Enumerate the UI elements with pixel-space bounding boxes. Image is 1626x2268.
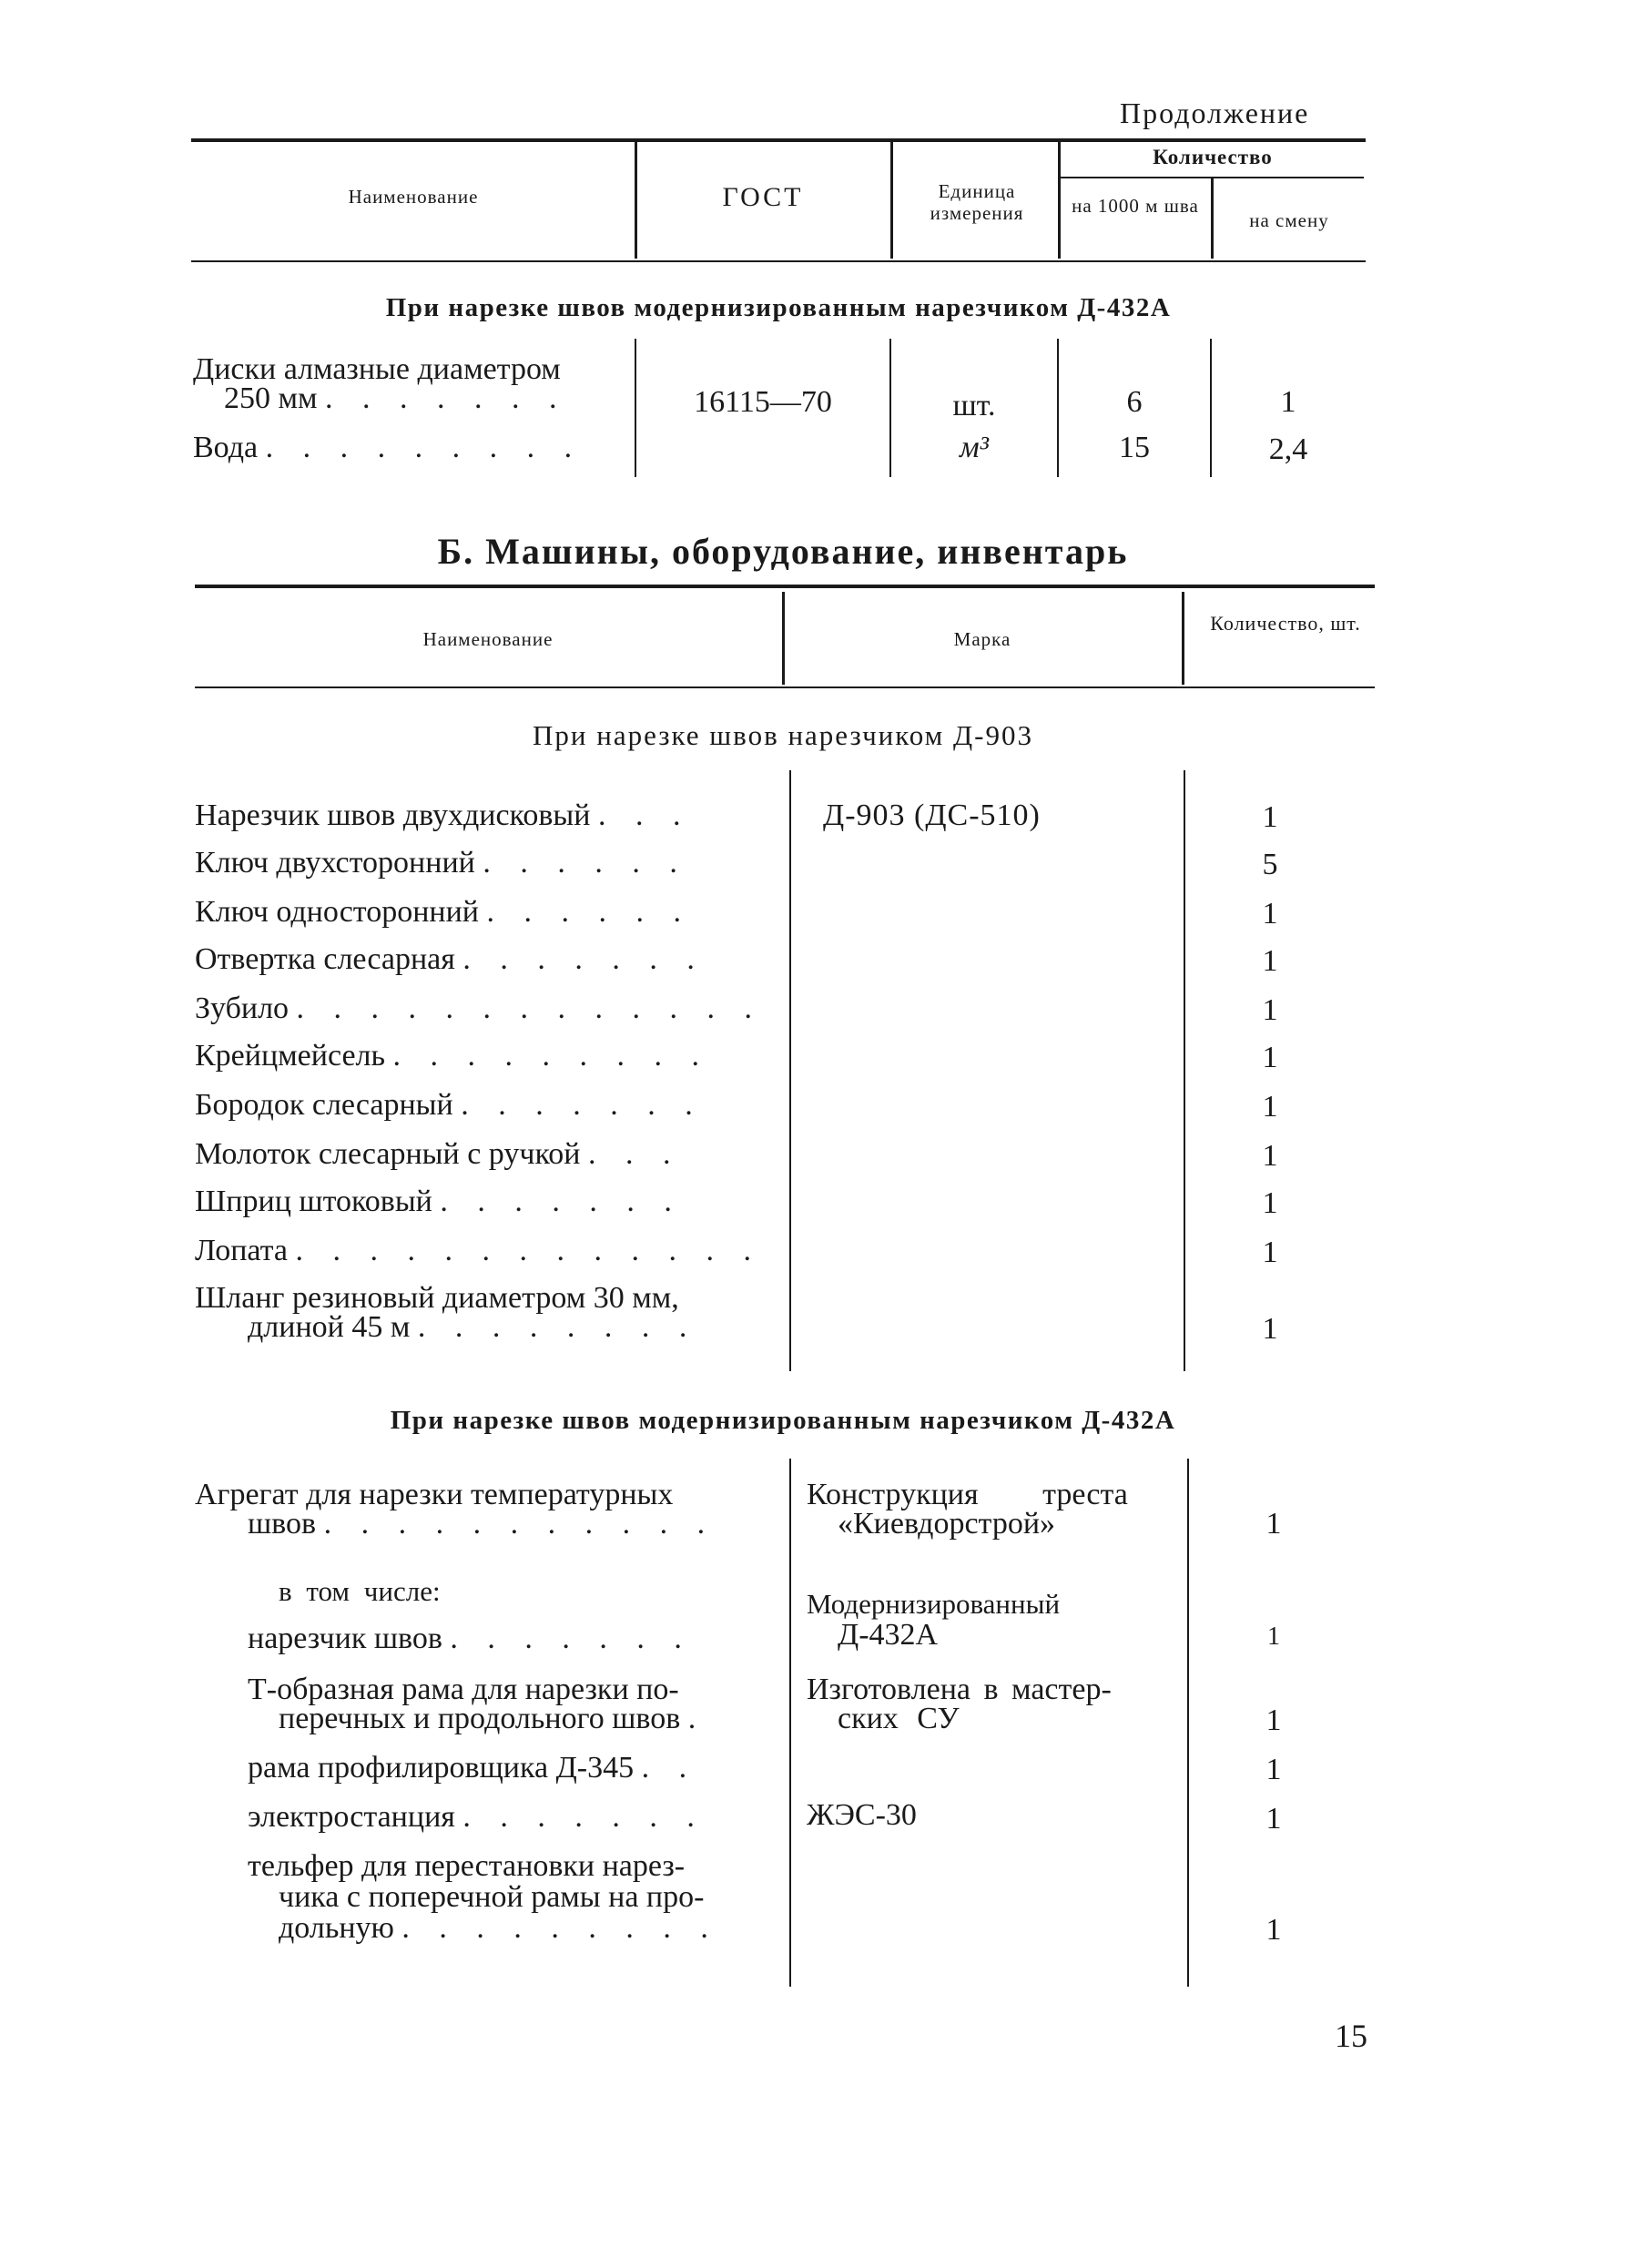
group-2-row-7-qty: 1	[1265, 1913, 1282, 1947]
group-1-row-4-qty: 1	[1262, 944, 1278, 978]
group-1-row-3	[195, 896, 692, 929]
group-1-row-1-qty: 1	[1262, 800, 1278, 834]
table-a-body-divider-2	[889, 339, 891, 477]
group-2-row-5-qty: 1	[1265, 1753, 1282, 1786]
group-1-row-5	[195, 992, 763, 1025]
group-1-row-10-qty: 1	[1262, 1236, 1278, 1269]
continuation-label: Продолжение	[1120, 97, 1310, 129]
table-b-header-name: Наименование	[422, 628, 554, 650]
group-2-row-1-brand-line2: «Киевдорстрой»	[838, 1507, 1056, 1541]
group-2-row-3	[248, 1622, 693, 1655]
group-1-row-9-qty: 1	[1262, 1186, 1278, 1220]
group-2-row-3-brand-line2: Д-432А	[838, 1618, 939, 1652]
group-1-divider-2	[1184, 770, 1185, 1371]
group-2-row-4-brand-line1: Изготовлена в мастер-	[807, 1673, 1112, 1706]
table-a-row-2-name-text: Вода	[193, 431, 259, 464]
table-a-divider-2	[890, 142, 893, 259]
group-1-row-10	[195, 1235, 762, 1267]
group-1-row-4-dots: . . . . . . .	[462, 942, 706, 976]
group-2-including-label: в том числе:	[279, 1575, 441, 1607]
group-1-row-9-dots: . . . . . . .	[440, 1185, 683, 1218]
group-2-subheading: При нарезке швов модернизированным нарезчиком Д-432А	[390, 1406, 1176, 1435]
group-1-row-2-name: Ключ двухсторонний	[195, 846, 475, 880]
table-a-header-bottom-rule	[191, 260, 1366, 262]
group-1-row-7-name: Бородок слесарный	[195, 1088, 453, 1122]
group-1-row-2-dots: . . . . . .	[483, 846, 688, 880]
group-2-row-3-dots: . . . . . . .	[450, 1622, 693, 1655]
group-1-row-10-name: Лопата	[195, 1234, 288, 1267]
group-2-divider-2	[1187, 1459, 1189, 1987]
table-b-header-quantity: Количество, шт.	[1210, 612, 1361, 635]
group-2-row-7-line1: тельфер для перестановки нарез-	[248, 1849, 686, 1883]
table-a-header-per-shift: на смену	[1249, 209, 1329, 231]
group-2-row-5-dots: . .	[641, 1751, 698, 1785]
table-a-subheading: При нарезке швов модернизированным нарезчиком Д-432А	[385, 293, 1172, 322]
table-a-row-1-gost: 16115—70	[694, 385, 832, 419]
group-1-row-4-name: Отвертка слесарная	[195, 942, 455, 976]
group-1-row-2	[195, 847, 688, 880]
table-a-row-1-dots: . . . . . . .	[325, 381, 568, 415]
group-1-row-3-dots: . . . . . .	[486, 895, 692, 929]
group-1-row-8	[195, 1138, 681, 1171]
group-2-row-1-name-line2: швов	[248, 1507, 317, 1541]
table-a-header-quantity: Количество	[1153, 146, 1273, 168]
group-1-row-9-name: Шприц штоковый	[195, 1185, 432, 1218]
group-1-row-11-name-line2: длиной 45 м	[248, 1310, 411, 1344]
table-a-header-unit: Единица измерения	[930, 180, 1024, 225]
section-b-title: Б. Машины, оборудование, инвентарь	[437, 531, 1129, 572]
group-2-row-7-line3	[279, 1912, 719, 1945]
group-2-row-4-line2: перечных и продольного швов .	[279, 1702, 696, 1735]
group-1-row-10-dots: . . . . . . . . . . . . .	[295, 1234, 762, 1267]
group-2-row-4-brand-line2: ских СУ	[838, 1702, 960, 1735]
group-1-row-6	[195, 1040, 710, 1073]
table-b-top-rule	[195, 585, 1375, 588]
group-1-row-11-dots: . . . . . . . .	[417, 1310, 698, 1344]
group-2-row-1-line1: Агрегат для нарезки температурных	[195, 1478, 674, 1511]
group-2-row-7-name-line3: дольную	[279, 1911, 394, 1945]
group-1-row-7-qty: 1	[1262, 1090, 1278, 1124]
group-2-row-6-brand: ЖЭС-30	[807, 1798, 917, 1832]
table-a-row-1-name-line2	[224, 382, 568, 415]
group-1-row-7-dots: . . . . . . .	[461, 1088, 704, 1122]
group-1-row-1-brand: Д-903 (ДС-510)	[823, 798, 1041, 832]
group-1-row-4	[195, 943, 706, 976]
table-b-header-brand: Марка	[953, 628, 1011, 650]
group-1-row-6-name: Крейцмейсель	[195, 1039, 386, 1073]
group-2-row-1-line2	[248, 1508, 716, 1541]
group-2-row-1-dots: . . . . . . . . . . .	[323, 1507, 716, 1541]
group-1-row-6-qty: 1	[1262, 1041, 1278, 1074]
group-2-divider-1	[789, 1459, 791, 1987]
group-1-row-11-line2	[248, 1311, 697, 1344]
table-a-row-1-per-1000m: 6	[1126, 385, 1143, 419]
group-1-row-5-dots: . . . . . . . . . . . . .	[296, 992, 764, 1025]
group-2-row-1-qty: 1	[1265, 1507, 1282, 1541]
group-2-row-5	[248, 1752, 697, 1785]
table-a-body-divider-3	[1057, 339, 1059, 477]
group-1-row-8-qty: 1	[1262, 1139, 1278, 1173]
table-a-divider-4	[1211, 178, 1214, 259]
group-1-row-1-dots: . . .	[597, 798, 692, 832]
group-2-row-3-qty: 1	[1267, 1622, 1280, 1651]
group-1-row-3-name: Ключ односторонний	[195, 895, 479, 929]
table-a-header-per-1000m: на 1000 м шва	[1072, 195, 1199, 217]
group-2-row-7-line2: чика с поперечной рамы на про-	[279, 1880, 705, 1914]
group-2-row-6-dots: . . . . . . .	[462, 1800, 706, 1834]
table-a-row-2-name	[193, 432, 583, 464]
group-1-row-7	[195, 1089, 704, 1122]
table-a-top-rule	[191, 138, 1366, 142]
group-2-row-6	[248, 1801, 706, 1834]
group-1-row-1-name: Нарезчик швов двухдисковый	[195, 798, 591, 832]
table-a-row-1-per-shift: 1	[1280, 385, 1296, 419]
group-2-row-6-name: электростанция	[248, 1800, 455, 1834]
group-2-row-5-name: рама профилировщика Д-345	[248, 1751, 635, 1785]
table-a-row-1-name-line1: Диски алмазные диаметром	[193, 352, 561, 386]
table-b-header-bottom-rule	[195, 687, 1375, 688]
group-1-row-11-line1: Шланг резиновый диаметром 30 мм,	[195, 1281, 679, 1315]
group-1-row-5-qty: 1	[1262, 993, 1278, 1027]
group-2-row-4-qty: 1	[1265, 1704, 1282, 1737]
table-a-row-2-per-shift: 2,4	[1268, 432, 1308, 466]
group-1-row-11-qty: 1	[1262, 1312, 1278, 1346]
table-a-row-2-unit: м³	[960, 431, 989, 464]
table-a-row-2-dots: . . . . . . . . .	[265, 431, 584, 464]
group-2-row-1-brand-line1: Конструкция треста	[807, 1478, 1128, 1511]
group-1-subheading: При нарезке швов нарезчиком Д-903	[533, 719, 1033, 751]
group-2-row-3-brand-line1: Модернизированный	[807, 1588, 1061, 1620]
group-2-row-3-name: нарезчик швов	[248, 1622, 442, 1655]
group-1-row-8-name: Молоток слесарный с ручкой	[195, 1137, 581, 1171]
table-b-divider-2	[1182, 592, 1184, 685]
table-a-divider-3	[1058, 142, 1061, 259]
page-number: 15	[1335, 2018, 1367, 2054]
table-a-header-name: Наименование	[348, 186, 479, 208]
group-1-row-3-qty: 1	[1262, 897, 1278, 931]
table-a-body-divider-1	[635, 339, 636, 477]
group-2-row-6-qty: 1	[1265, 1802, 1282, 1836]
group-1-row-6-dots: . . . . . . . . .	[392, 1039, 711, 1073]
table-a-row-1-name-line2-text: 250 мм	[224, 381, 318, 415]
group-1-row-1	[195, 799, 691, 832]
group-2-row-7-dots: . . . . . . . . .	[401, 1911, 719, 1945]
group-2-row-4-line1: Т-образная рама для нарезки по-	[248, 1673, 679, 1706]
group-1-row-9	[195, 1185, 683, 1218]
table-a-header-gost: ГОСТ	[722, 182, 804, 212]
group-1-divider-1	[789, 770, 791, 1371]
group-1-row-2-qty: 5	[1262, 848, 1278, 881]
table-a-row-2-per-1000m: 15	[1119, 431, 1150, 464]
table-a-row-1-unit: шт.	[952, 389, 996, 422]
group-1-row-8-dots: . . .	[587, 1137, 682, 1171]
group-1-row-5-name: Зубило	[195, 992, 290, 1025]
table-a-body-divider-4	[1210, 339, 1212, 477]
